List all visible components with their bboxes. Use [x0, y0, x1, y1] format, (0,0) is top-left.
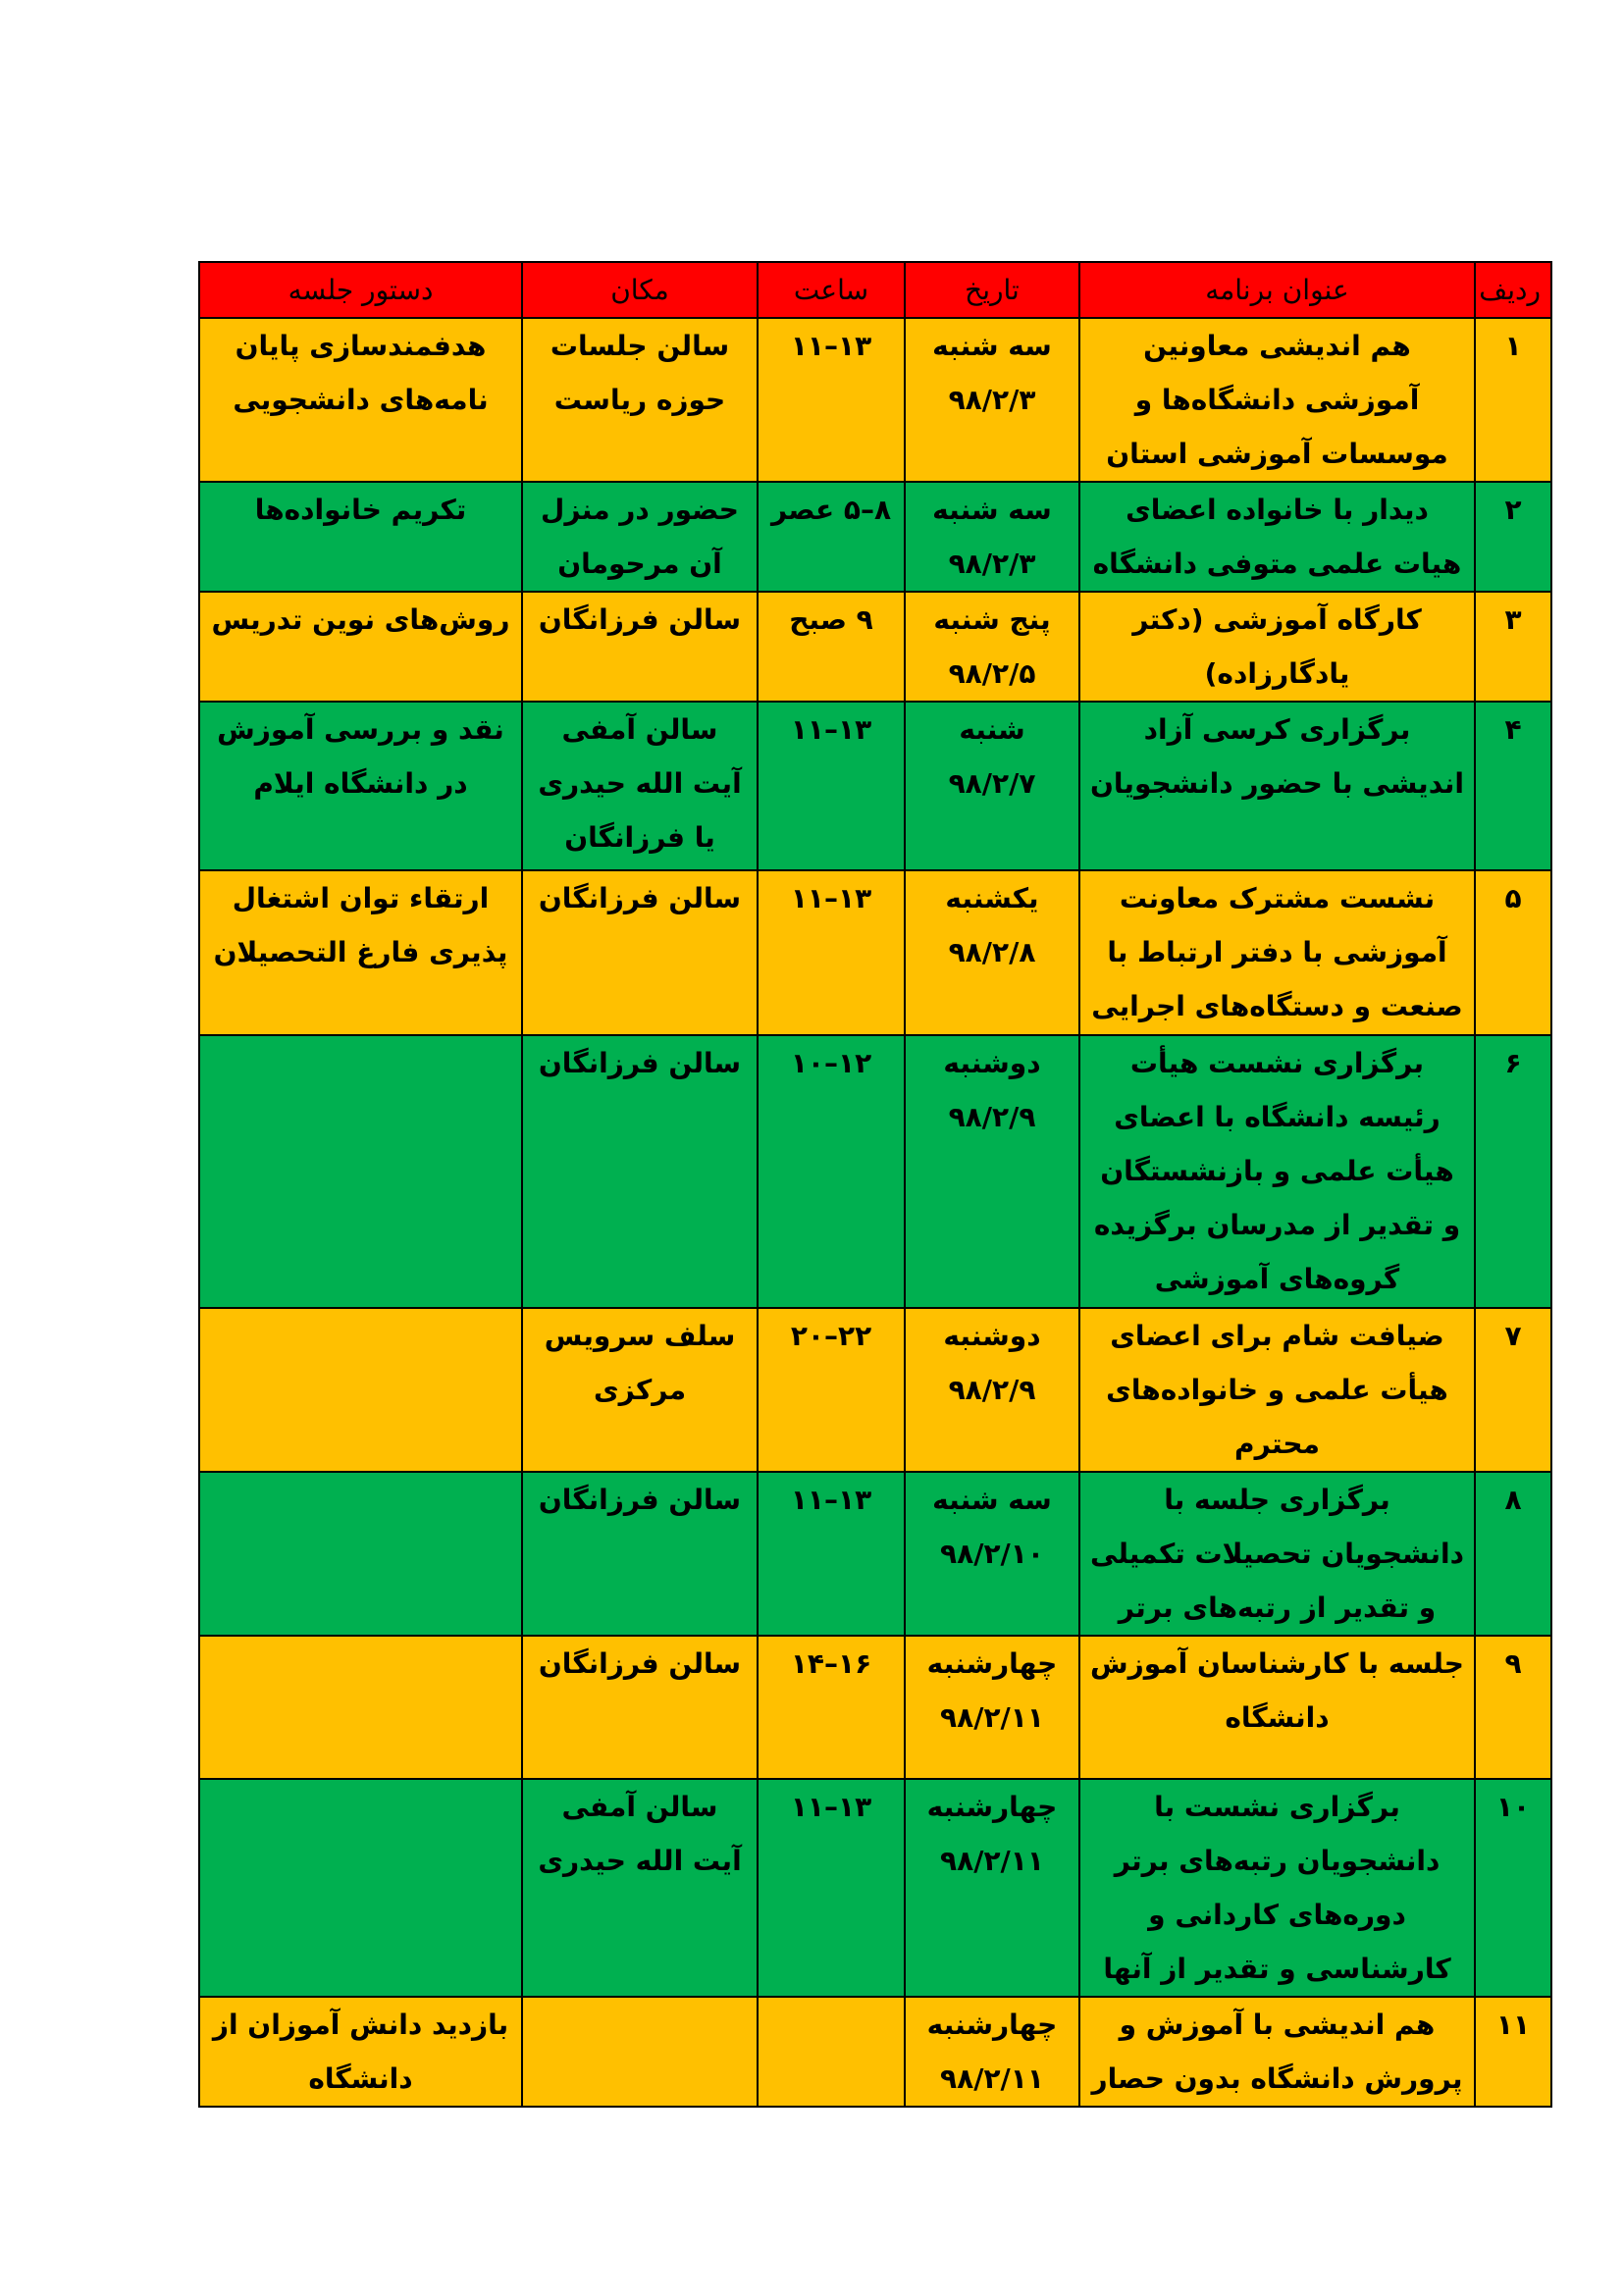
agenda-cell: ارتقاء توان اشتغال پذیری فارغ التحصیلان — [199, 870, 522, 1035]
date-cell: شنبه ۹۸/۲/۷ — [905, 702, 1079, 870]
header-cell-date: تاریخ — [905, 262, 1079, 318]
program-title-cell: کارگاه آموزشی (دکتر یادگارزاده) — [1079, 592, 1475, 702]
program-title-cell: برگزاری نشست با دانشجویان رتبه‌های برتر دوره‌های کاردانی و کارشناسی و تقدیر از آنها — [1079, 1779, 1475, 1997]
location-cell: سالن آمفی آیت الله حیدری یا فرزانگان — [522, 702, 758, 870]
time-cell: ۱۳–۱۱ — [758, 1779, 905, 1997]
agenda-cell — [199, 1308, 522, 1472]
row-number-cell: ۸ — [1475, 1472, 1551, 1636]
program-title-cell: جلسه با کارشناسان آموزش دانشگاه — [1079, 1636, 1475, 1779]
program-schedule-table — [198, 261, 1552, 2108]
time-cell: ۸–۵ عصر — [758, 482, 905, 592]
header-cell-row-number: ردیف — [1475, 262, 1551, 318]
date-cell: سه شنبه ۹۸/۲/۱۰ — [905, 1472, 1079, 1636]
agenda-cell — [199, 1636, 522, 1779]
agenda-cell — [199, 1035, 522, 1308]
table-row — [199, 1472, 1551, 1636]
time-cell: ۲۲–۲۰ — [758, 1308, 905, 1472]
program-title-cell: ضیافت شام برای اعضای هیأت علمی و خانواده‌های محترم — [1079, 1308, 1475, 1472]
location-cell: سلف سرویس مرکزی — [522, 1308, 758, 1472]
row-number-cell: ۴ — [1475, 702, 1551, 870]
date-cell: سه شنبه ۹۸/۲/۳ — [905, 318, 1079, 482]
date-cell: چهارشنبه ۹۸/۲/۱۱ — [905, 1636, 1079, 1779]
date-cell: سه شنبه ۹۸/۲/۳ — [905, 482, 1079, 592]
agenda-cell: تکریم خانواده‌ها — [199, 482, 522, 592]
row-number-cell: ۲ — [1475, 482, 1551, 592]
row-number-cell: ۵ — [1475, 870, 1551, 1035]
location-cell — [522, 1997, 758, 2107]
agenda-cell — [199, 1472, 522, 1636]
time-cell: ۱۲–۱۰ — [758, 1035, 905, 1308]
table-row — [199, 1997, 1551, 2107]
program-title-cell: نشست مشترک معاونت آموزشی با دفتر ارتباط با صنعت و دستگاه‌های اجرایی — [1079, 870, 1475, 1035]
time-cell — [758, 1997, 905, 2107]
header-cell-location: مکان — [522, 262, 758, 318]
time-cell: ۱۳–۱۱ — [758, 1472, 905, 1636]
row-number-cell: ۱۰ — [1475, 1779, 1551, 1997]
time-cell: ۱۶–۱۴ — [758, 1636, 905, 1779]
date-cell: دوشنبه ۹۸/۲/۹ — [905, 1308, 1079, 1472]
location-cell: سالن فرزانگان — [522, 870, 758, 1035]
agenda-cell: بازدید دانش آموزان از دانشگاه — [199, 1997, 522, 2107]
row-number-cell: ۹ — [1475, 1636, 1551, 1779]
date-cell: پنج شنبه ۹۸/۲/۵ — [905, 592, 1079, 702]
row-number-cell: ۶ — [1475, 1035, 1551, 1308]
agenda-cell — [199, 1779, 522, 1997]
table-row — [199, 592, 1551, 702]
header-row — [199, 262, 1551, 318]
agenda-cell: روش‌های نوین تدریس — [199, 592, 522, 702]
table-row — [199, 482, 1551, 592]
date-cell: چهارشنبه ۹۸/۲/۱۱ — [905, 1997, 1079, 2107]
time-cell: ۹ صبح — [758, 592, 905, 702]
table-row — [199, 1636, 1551, 1779]
date-cell: چهارشنبه ۹۸/۲/۱۱ — [905, 1779, 1079, 1997]
agenda-cell: هدفمندسازی پایان نامه‌های دانشجویی — [199, 318, 522, 482]
table-row — [199, 1035, 1551, 1308]
time-cell: ۱۳–۱۱ — [758, 318, 905, 482]
location-cell: سالن فرزانگان — [522, 1035, 758, 1308]
table-row — [199, 1779, 1551, 1997]
table-row — [199, 870, 1551, 1035]
table-row — [199, 1308, 1551, 1472]
row-number-cell: ۷ — [1475, 1308, 1551, 1472]
program-title-cell: برگزاری کرسی آزاد اندیشی با حضور دانشجویان — [1079, 702, 1475, 870]
program-title-cell: دیدار با خانواده اعضای هیات علمی متوفی دانشگاه — [1079, 482, 1475, 592]
time-cell: ۱۳–۱۱ — [758, 702, 905, 870]
header-cell-time: ساعت — [758, 262, 905, 318]
program-title-cell: هم اندیشی معاونین آموزشی دانشگاه‌ها و موسسات آموزشی استان — [1079, 318, 1475, 482]
time-cell: ۱۳–۱۱ — [758, 870, 905, 1035]
location-cell: سالن فرزانگان — [522, 1636, 758, 1779]
table-row — [199, 318, 1551, 482]
agenda-cell: نقد و بررسی آموزش در دانشگاه ایلام — [199, 702, 522, 870]
program-title-cell: برگزاری نشست هیأت رئیسه دانشگاه با اعضای هیأت علمی و بازنشستگان و تقدیر از مدرسان برگزیده گروه‌های آموزشی — [1079, 1035, 1475, 1308]
location-cell: سالن جلسات حوزه ریاست — [522, 318, 758, 482]
location-cell: سالن فرزانگان — [522, 592, 758, 702]
location-cell: حضور در منزل آن مرحومان — [522, 482, 758, 592]
date-cell: یکشنبه ۹۸/۲/۸ — [905, 870, 1079, 1035]
row-number-cell: ۱ — [1475, 318, 1551, 482]
header-cell-program-title: عنوان برنامه — [1079, 262, 1475, 318]
program-title-cell: برگزاری جلسه با دانشجویان تحصیلات تکمیلی و تقدیر از رتبه‌های برتر — [1079, 1472, 1475, 1636]
location-cell: سالن فرزانگان — [522, 1472, 758, 1636]
date-cell: دوشنبه ۹۸/۲/۹ — [905, 1035, 1079, 1308]
location-cell: سالن آمفی آیت الله حیدری — [522, 1779, 758, 1997]
table-row — [199, 702, 1551, 870]
program-title-cell: هم اندیشی با آموزش و پرورش دانشگاه بدون حصار — [1079, 1997, 1475, 2107]
row-number-cell: ۳ — [1475, 592, 1551, 702]
header-cell-agenda: دستور جلسه — [199, 262, 522, 318]
row-number-cell: ۱۱ — [1475, 1997, 1551, 2107]
